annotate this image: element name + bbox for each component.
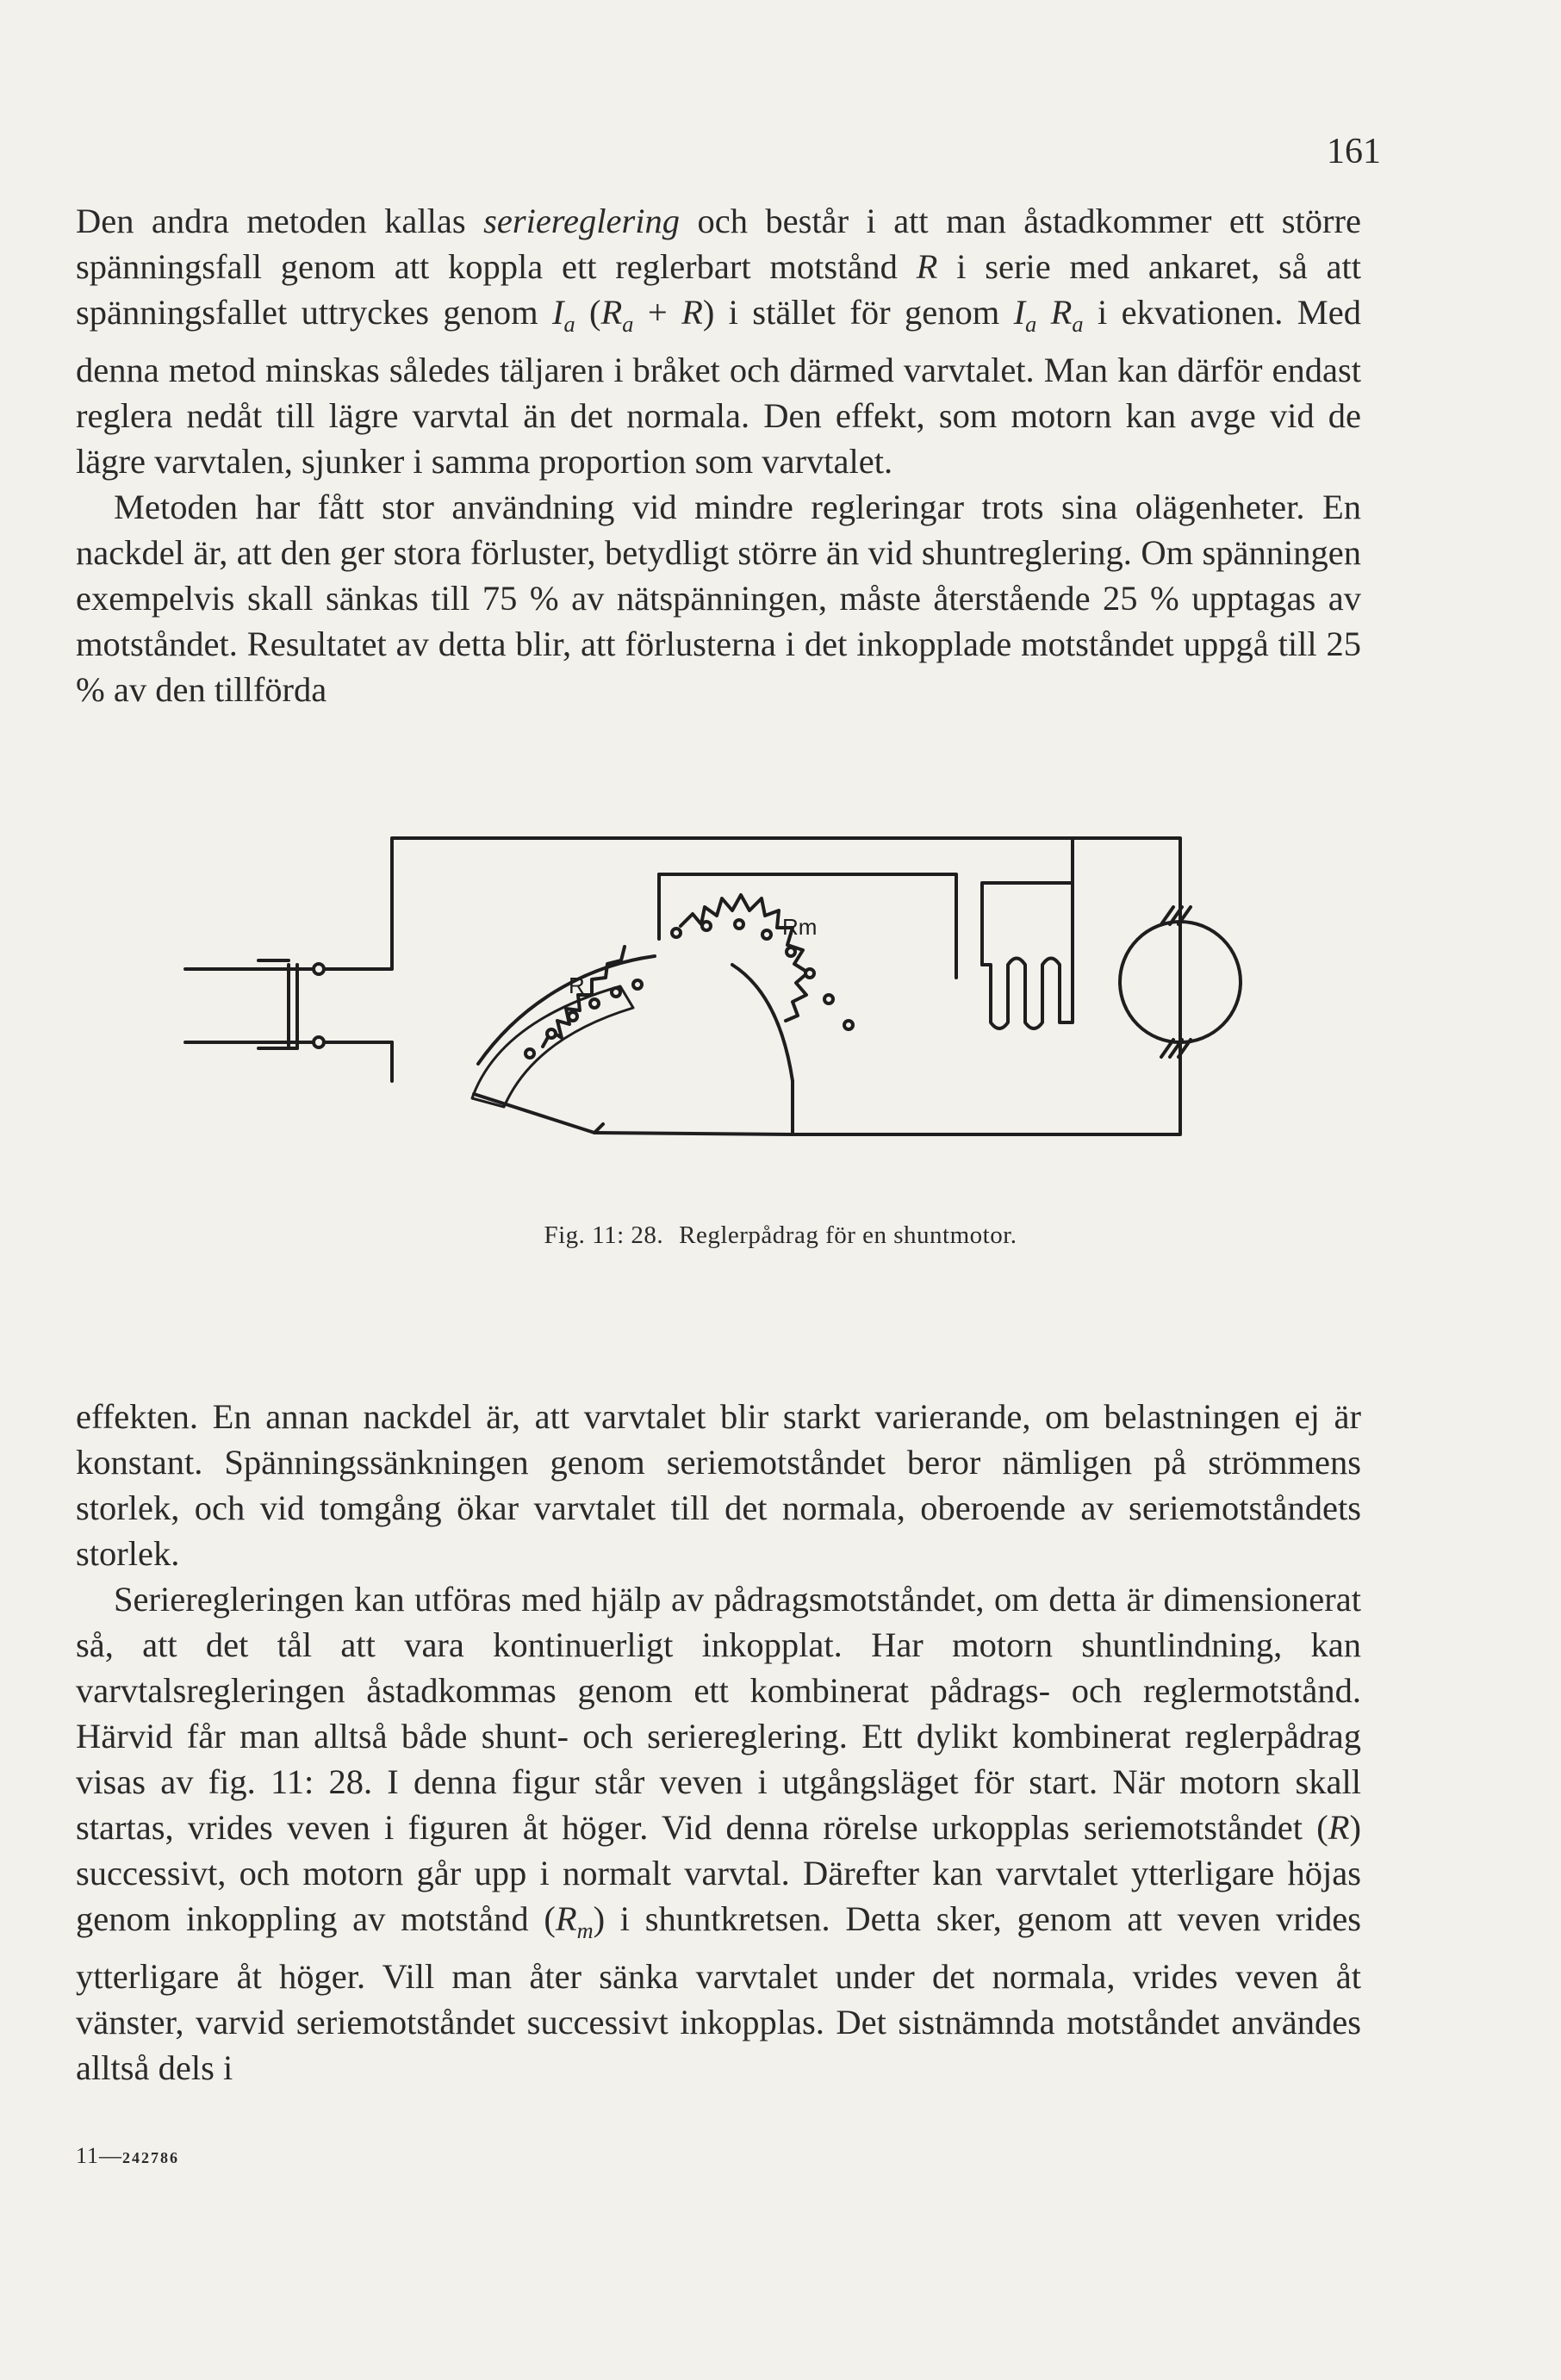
page-number: 161 [1327, 132, 1381, 171]
caption-label: Fig. 11: 28. [544, 1221, 664, 1249]
circuit-diagram [0, 823, 1561, 1193]
paragraph: Serieregleringen kan utföras med hjälp av pådragsmotståndet, om detta är dimensionerat så, att det tål att vara kontinuerligt inkopplat. Har motorn shuntlindning, kan varvtalsregleringen åstadkommas genom ett kombinerat pådrags- och reglermotstånd. Härvid får man alltså både shunt- och seriereglering. Ett dylikt kombinerat reglerpådrag visas av fig. 11: 28. I denna figur står veven i utgångsläget för start. När motorn skall startas, vrides veven i figuren åt höger. Vid denna rörelse urkopplas seriemotståndet (R) successivt, och motorn går upp i normalt varvtal. Därefter kan varvtalet ytterligare höjas genom inkoppling av motstånd $(R_m)$ i shuntkretsen. Detta sker, genom att veven vrides ytterligare åt höger. Vill man åter sänka varvtalet under det normala, vrides veven åt vänster, varvid seriemotståndet successivt inkopplas. Det sistnämnda motståndet användes alltså dels i [76, 1580, 1361, 2088]
paragraph: Metoden har fått stor användning vid mindre regleringar trots sina olägenheter. En nackdel är, att den ger stora förluster, betydligt större än vid shuntreglering. Om spänningen exempelvis skall sänkas till 75 % av nätspänningen, måste återstående 25 % upptagas av motståndet. Resultatet av detta blir, att förlusterna i det inkopplade motståndet uppgå till 25 % av den tillförda [76, 488, 1361, 710]
paragraph: Den andra metoden kallas seriereglering och består i att man åstadkommer ett större spänningsfall genom att koppla ett reglerbart motstånd R i serie med ankaret, så att spänningsfallet uttryckes genom $I_a$ $(R_a + R)$ i stället för genom $I_a$ $R_a$ i ekvationen. Med denna metod minskas således täljaren i bråket och därmed varvtalet. Man kan därför endast reglera nedåt till lägre varvtal än det normala. Den effekt, som motorn kan avge vid de lägre varvtalen, sjunker i samma proportion som varvtalet. [76, 202, 1362, 482]
label-r: R [569, 973, 585, 998]
text-block-top [76, 198, 1361, 712]
label-rm: Rm [782, 914, 818, 940]
paragraph: effekten. En annan nackdel är, att varvtalet blir starkt varierande, om belastningen ej är konstant. Spänningssänkningen genom seriemotståndet beror nämligen på strömmens storlek, och vid tomgång ökar varvtalet till det normala, oberoende av seriemotståndets storlek. [76, 1397, 1361, 1573]
text-block-bottom [76, 1394, 1361, 2091]
sheet-number: 11— [76, 2143, 123, 2168]
footer-signature [76, 2143, 179, 2169]
print-code: 242786 [122, 2149, 180, 2166]
caption-text: Reglerpådrag för en shuntmotor. [679, 1221, 1017, 1249]
figure-caption [0, 1221, 1561, 1250]
